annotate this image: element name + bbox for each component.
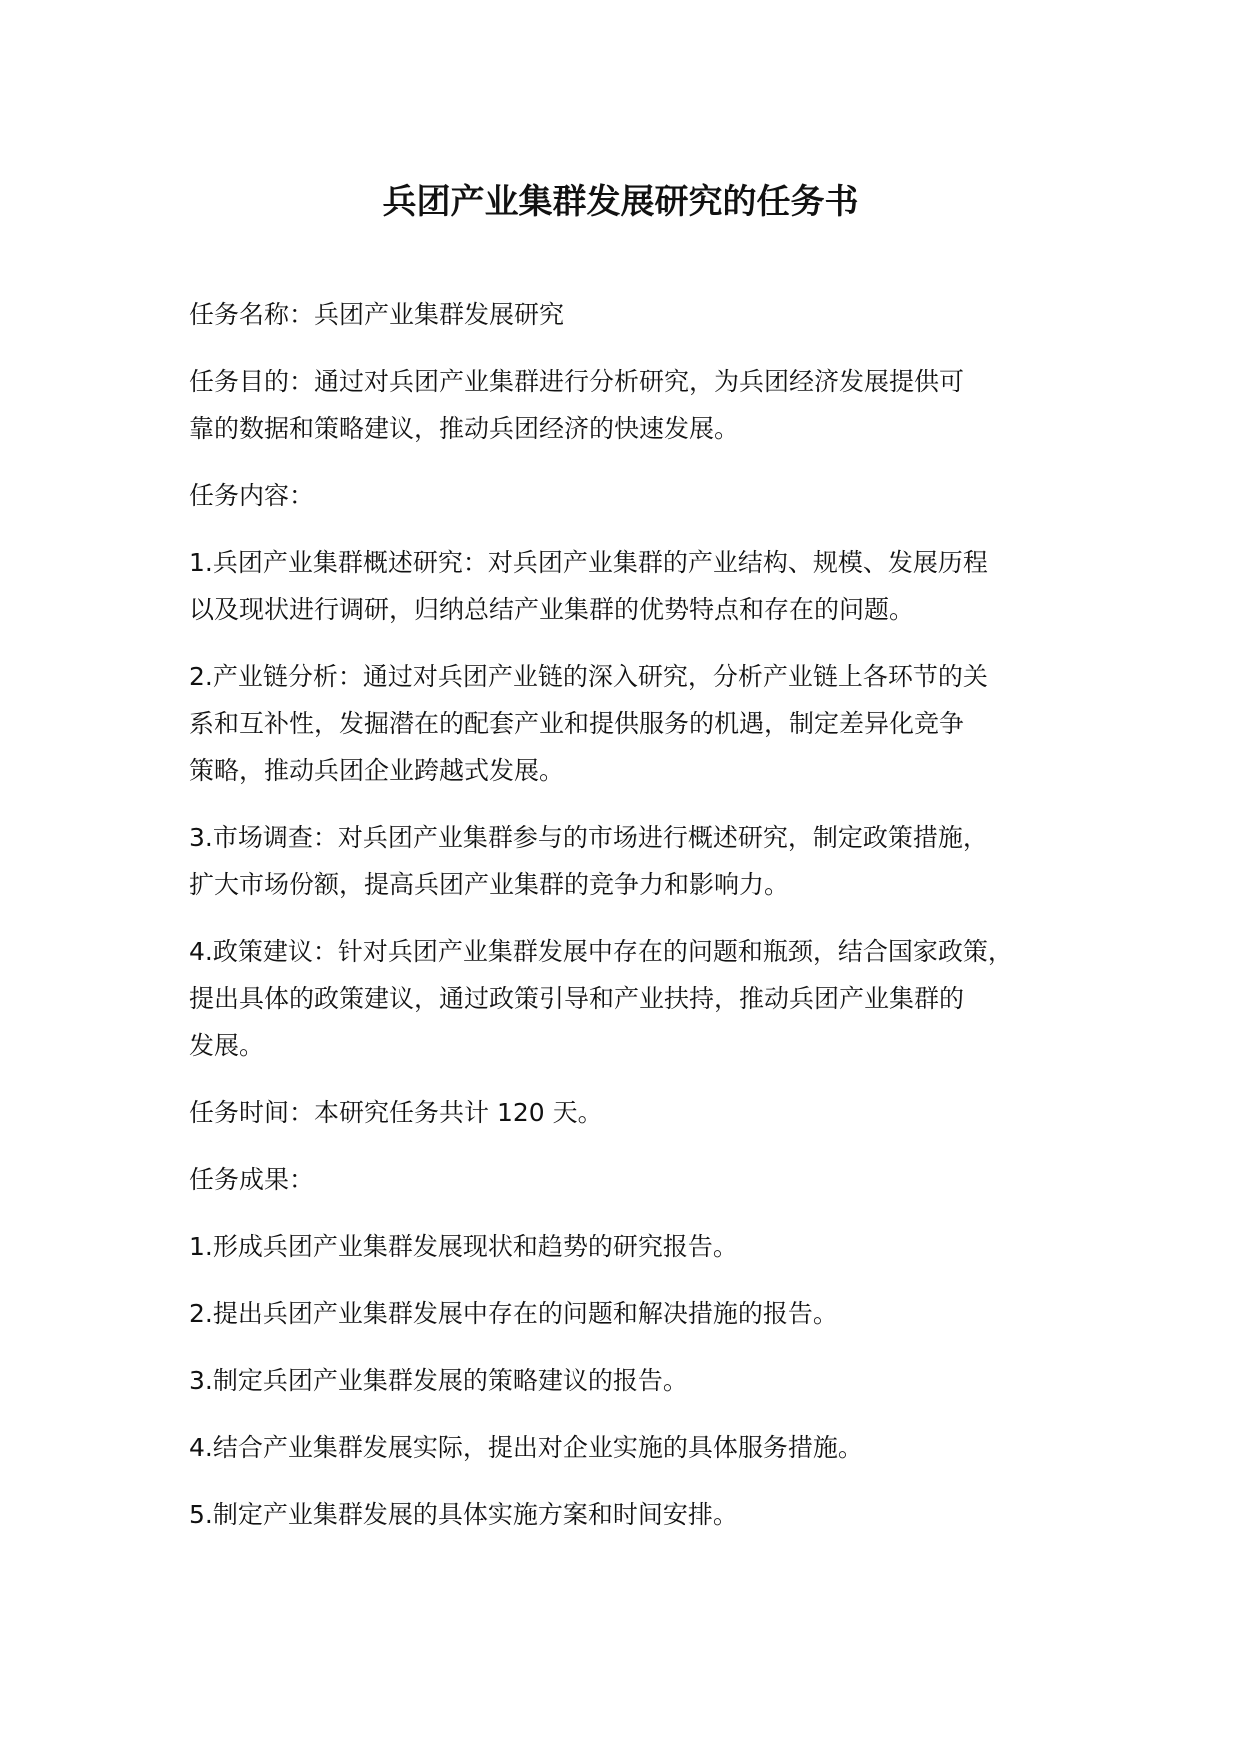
paragraph-content-item-1 xyxy=(189,539,1069,633)
paragraph-task-name xyxy=(189,291,1069,338)
paragraph-line: 2.产业链分析：通过对兵团产业链的深入研究，分析产业链上各环节的关 xyxy=(189,662,988,691)
paragraph-line: 发展。 xyxy=(189,1031,265,1060)
paragraph-line: 任务名称：兵团产业集群发展研究 xyxy=(189,300,565,329)
paragraph-task-purpose xyxy=(189,358,1069,452)
paragraph-line: 任务时间：本研究任务共计 120 天。 xyxy=(189,1098,603,1127)
paragraph-line: 1.兵团产业集群概述研究：对兵团产业集群的产业结构、规模、发展历程 xyxy=(189,548,988,577)
paragraph-line: 1.形成兵团产业集群发展现状和趋势的研究报告。 xyxy=(189,1232,738,1261)
paragraph-task-content-heading xyxy=(189,472,1069,519)
paragraph-task-time xyxy=(189,1089,1069,1136)
document-title: 兵团产业集群发展研究的任务书 xyxy=(382,182,859,222)
paragraph-line: 策略，推动兵团企业跨越式发展。 xyxy=(189,756,565,785)
paragraph-line: 4.结合产业集群发展实际，提出对企业实施的具体服务措施。 xyxy=(189,1433,863,1462)
paragraph-line: 提出具体的政策建议，通过政策引导和产业扶持，推动兵团产业集群的 xyxy=(189,984,965,1013)
paragraph-result-item-2 xyxy=(189,1290,1069,1337)
paragraph-result-item-4 xyxy=(189,1424,1069,1471)
paragraph-result-item-5 xyxy=(189,1491,1069,1538)
paragraph-line: 系和互补性，发掘潜在的配套产业和提供服务的机遇，制定差异化竞争 xyxy=(189,709,965,738)
paragraph-line: 5.制定产业集群发展的具体实施方案和时间安排。 xyxy=(189,1500,738,1529)
paragraph-line: 3.市场调查：对兵团产业集群参与的市场进行概述研究，制定政策措施， xyxy=(189,823,988,852)
paragraph-result-item-1 xyxy=(189,1223,1069,1270)
paragraph-content-item-2 xyxy=(189,653,1069,794)
document-body xyxy=(189,291,1069,1558)
paragraph-line: 4.政策建议：针对兵团产业集群发展中存在的问题和瓶颈，结合国家政策， xyxy=(189,937,1013,966)
paragraph-line: 扩大市场份额，提高兵团产业集群的竞争力和影响力。 xyxy=(189,870,790,899)
paragraph-line: 以及现状进行调研，归纳总结产业集群的优势特点和存在的问题。 xyxy=(189,595,915,624)
paragraph-line: 2.提出兵团产业集群发展中存在的问题和解决措施的报告。 xyxy=(189,1299,838,1328)
paragraph-line: 任务目的：通过对兵团产业集群进行分析研究，为兵团经济发展提供可 xyxy=(189,367,965,396)
paragraph-line: 3.制定兵团产业集群发展的策略建议的报告。 xyxy=(189,1366,688,1395)
paragraph-line: 靠的数据和策略建议，推动兵团经济的快速发展。 xyxy=(189,414,740,443)
paragraph-line: 任务成果： xyxy=(189,1165,315,1194)
paragraph-line: 任务内容： xyxy=(189,481,315,510)
paragraph-content-item-3 xyxy=(189,814,1069,908)
paragraph-result-item-3 xyxy=(189,1357,1069,1404)
paragraph-content-item-4 xyxy=(189,928,1069,1069)
paragraph-task-results-heading xyxy=(189,1156,1069,1203)
